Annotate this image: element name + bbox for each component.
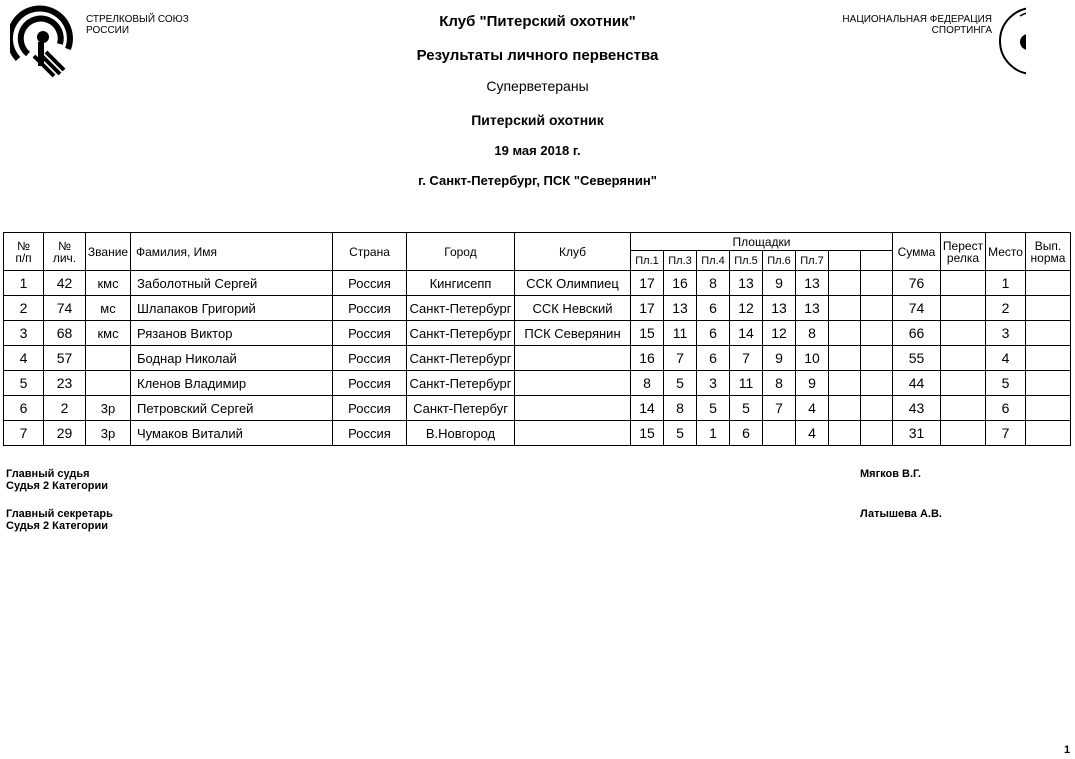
cell-pp: 3 [4,321,44,346]
cell-platform-score: 5 [697,396,730,421]
header-num-lich: № лич. [44,233,86,271]
cell-platform-score: 7 [763,396,796,421]
header-platform-col [861,251,893,271]
cell-platform-score: 5 [664,421,697,446]
cell-platform-score: 8 [697,271,730,296]
cell-platform-score: 11 [664,321,697,346]
table-row [4,321,1071,346]
cell-platform-score: 3 [697,371,730,396]
cell-platform-score: 17 [631,271,664,296]
header-country: Страна [333,233,407,271]
cell-platform-score [763,421,796,446]
cell-platform-score: 8 [796,321,829,346]
cell-place: 4 [986,346,1026,371]
cell-club: ПСК Северянин [515,321,631,346]
cell-shootoff [941,296,986,321]
cell-platform-score [829,421,861,446]
cell-club [515,346,631,371]
cell-place: 5 [986,371,1026,396]
cell-shootoff [941,321,986,346]
cell-city: Санкт-Петербург [407,346,515,371]
cell-rank [86,346,131,371]
secretary-name: Латышева А.В. [860,508,942,520]
cell-platform-score: 5 [730,396,763,421]
cell-lich: 29 [44,421,86,446]
cell-name: Петровский Сергей [131,396,333,421]
cell-platform-score: 8 [763,371,796,396]
cell-platform-score: 12 [763,321,796,346]
event-date: 19 мая 2018 г. [494,143,581,158]
cell-platform-score: 7 [730,346,763,371]
header-place: Место [986,233,1026,271]
cell-club: ССК Олимпиец [515,271,631,296]
cell-name: Кленов Владимир [131,371,333,396]
cell-norm [1026,321,1071,346]
cell-pp: 7 [4,421,44,446]
cell-platform-score [829,371,861,396]
cell-club [515,421,631,446]
cell-name: Шлапаков Григорий [131,296,333,321]
left-org-line2: РОССИИ [86,25,130,36]
header-city: Город [407,233,515,271]
cell-place: 1 [986,271,1026,296]
cell-rank: 3р [86,421,131,446]
results-table [3,232,1071,446]
event-title: Питерский охотник [471,112,604,128]
cell-norm [1026,396,1071,421]
cell-platform-score: 6 [730,421,763,446]
cell-platform-score [861,371,893,396]
cell-platform-score: 15 [631,421,664,446]
cell-platform-score: 5 [664,371,697,396]
secretary-title: Главный секретарь [6,508,113,520]
cell-pp: 1 [4,271,44,296]
header-shootoff: Перест релка [941,233,986,271]
cell-platform-score [829,321,861,346]
cell-shootoff [941,346,986,371]
cell-city: В.Новгород [407,421,515,446]
cell-sum: 55 [893,346,941,371]
cell-platform-score: 9 [796,371,829,396]
right-org-line2: СПОРТИНГА [931,25,992,36]
cell-place: 6 [986,396,1026,421]
header-norm: Вып. норма [1026,233,1071,271]
cell-shootoff [941,371,986,396]
cell-platform-score: 13 [763,296,796,321]
header-platform-col: Пл.1 [631,251,664,271]
cell-platform-score [829,296,861,321]
cell-platform-score: 4 [796,421,829,446]
cell-norm [1026,296,1071,321]
cell-club [515,371,631,396]
cell-platform-score [861,296,893,321]
cell-lich: 74 [44,296,86,321]
cell-place: 2 [986,296,1026,321]
right-org-line1: НАЦИОНАЛЬНАЯ ФЕДЕРАЦИЯ [842,14,992,25]
category-title: Суперветераны [486,78,589,94]
club-title: Клуб "Питерский охотник" [439,13,636,30]
cell-rank [86,371,131,396]
cell-lich: 23 [44,371,86,396]
cell-rank: кмс [86,271,131,296]
cell-country: Россия [333,346,407,371]
header-sum: Сумма [893,233,941,271]
cell-norm [1026,346,1071,371]
cell-lich: 57 [44,346,86,371]
header-platform-col: Пл.7 [796,251,829,271]
cell-name: Рязанов Виктор [131,321,333,346]
left-org-line1: СТРЕЛКОВЫЙ СОЮЗ [86,14,189,25]
header-name: Фамилия, Имя [131,233,333,271]
cell-country: Россия [333,296,407,321]
cell-city: Санкт-Петербуг [407,396,515,421]
cell-platform-score: 17 [631,296,664,321]
header-platform-col [829,251,861,271]
cell-platform-score [861,346,893,371]
table-row [4,396,1071,421]
table-row [4,346,1071,371]
header-platform-col: Пл.6 [763,251,796,271]
cell-platform-score: 13 [796,271,829,296]
cell-platform-score: 13 [730,271,763,296]
cell-city: Кингисепп [407,271,515,296]
cell-sum: 31 [893,421,941,446]
cell-sum: 76 [893,271,941,296]
cell-pp: 5 [4,371,44,396]
cell-platform-score: 13 [796,296,829,321]
cell-name: Чумаков Виталий [131,421,333,446]
cell-platform-score [861,321,893,346]
cell-name: Боднар Николай [131,346,333,371]
header-club: Клуб [515,233,631,271]
table-row [4,371,1071,396]
cell-norm [1026,271,1071,296]
cell-platform-score: 10 [796,346,829,371]
event-location: г. Санкт-Петербург, ПСК "Северянин" [418,173,657,188]
cell-platform-score: 6 [697,321,730,346]
header-platform-col: Пл.3 [664,251,697,271]
cell-platform-score [829,271,861,296]
cell-platform-score [861,396,893,421]
cell-lich: 68 [44,321,86,346]
cell-platform-score: 6 [697,346,730,371]
cell-platform-score: 16 [664,271,697,296]
cell-rank: мс [86,296,131,321]
cell-city: Санкт-Петербург [407,321,515,346]
cell-rank: 3р [86,396,131,421]
cell-sum: 66 [893,321,941,346]
cell-club: ССК Невский [515,296,631,321]
judge-title: Главный судья [6,468,90,480]
table-row [4,271,1071,296]
cell-pp: 6 [4,396,44,421]
header-platform-col: Пл.5 [730,251,763,271]
cell-platform-score: 1 [697,421,730,446]
cell-platform-score: 8 [631,371,664,396]
cell-lich: 42 [44,271,86,296]
cell-shootoff [941,396,986,421]
cell-country: Россия [333,421,407,446]
cell-pp: 2 [4,296,44,321]
cell-platform-score: 9 [763,271,796,296]
cell-platform-score: 12 [730,296,763,321]
judge-category: Судья 2 Категории [6,480,109,492]
cell-country: Россия [333,371,407,396]
cell-city: Санкт-Петербург [407,371,515,396]
header-rank: Звание [86,233,131,271]
cell-platform-score: 9 [763,346,796,371]
page-number: 1 [1064,744,1071,756]
cell-place: 7 [986,421,1026,446]
cell-rank: кмс [86,321,131,346]
header-num-pp: № п/п [4,233,44,271]
judge-name: Мягков В.Г. [860,468,921,480]
cell-city: Санкт-Петербург [407,296,515,321]
cell-platform-score: 14 [631,396,664,421]
cell-platform-score [861,271,893,296]
cell-platform-score: 6 [697,296,730,321]
cell-platform-score: 16 [631,346,664,371]
cell-platform-score: 15 [631,321,664,346]
secretary-category: Судья 2 Категории [6,520,109,532]
cell-platform-score: 4 [796,396,829,421]
cell-place: 3 [986,321,1026,346]
cell-sum: 44 [893,371,941,396]
cell-platform-score [829,346,861,371]
cell-norm [1026,371,1071,396]
cell-shootoff [941,271,986,296]
results-title: Результаты личного первенства [416,47,659,64]
header-platform-col: Пл.4 [697,251,730,271]
cell-norm [1026,421,1071,446]
cell-platform-score: 11 [730,371,763,396]
cell-platform-score: 13 [664,296,697,321]
header-platforms: Площадки [631,233,893,251]
cell-platform-score: 7 [664,346,697,371]
cell-platform-score [829,396,861,421]
secretary-block [6,508,113,532]
cell-platform-score: 8 [664,396,697,421]
table-row [4,421,1071,446]
cell-country: Россия [333,271,407,296]
table-row [4,296,1071,321]
cell-pp: 4 [4,346,44,371]
cell-lich: 2 [44,396,86,421]
cell-sum: 43 [893,396,941,421]
judge-block [6,468,108,492]
cell-name: Заболотный Сергей [131,271,333,296]
cell-platform-score [861,421,893,446]
cell-platform-score: 14 [730,321,763,346]
cell-country: Россия [333,396,407,421]
cell-country: Россия [333,321,407,346]
cell-club [515,396,631,421]
cell-sum: 74 [893,296,941,321]
cell-shootoff [941,421,986,446]
